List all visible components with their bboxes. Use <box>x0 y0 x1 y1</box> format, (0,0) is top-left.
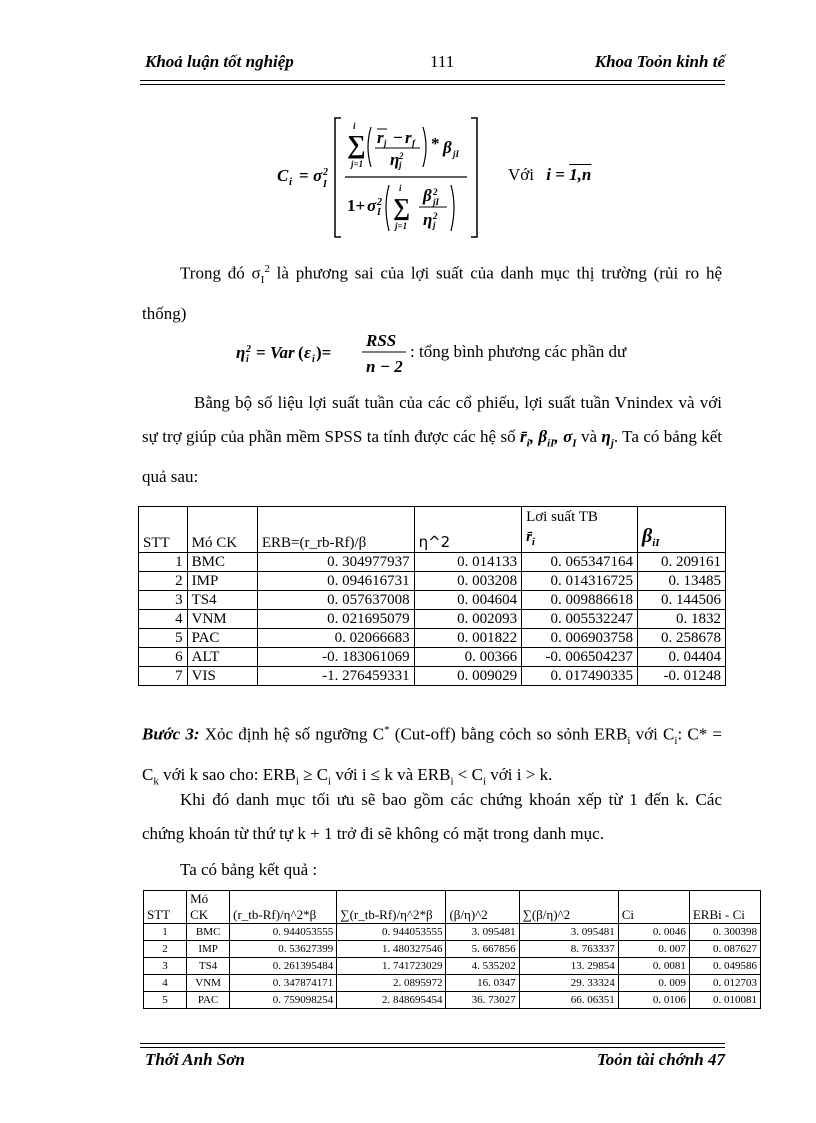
svg-text:2: 2 <box>433 187 438 197</box>
t1-header-return: Lơi suất TB $r̄_i$ <box>522 507 638 553</box>
svg-text:2: 2 <box>246 344 251 355</box>
svg-text:2: 2 <box>433 211 438 221</box>
svg-text:(: ( <box>298 343 304 362</box>
t2-header-stt: STT <box>144 891 187 924</box>
svg-text:=: = <box>256 343 266 362</box>
step-label: Bước 3: <box>142 724 200 744</box>
t2-header-code: Mó CK <box>187 891 230 924</box>
page-header <box>140 52 725 78</box>
ci-range: Với i = 1,n <box>508 165 592 184</box>
paragraph-results-intro: Ta có bảng kết quả : <box>180 860 318 879</box>
svg-text:2: 2 <box>323 167 328 178</box>
svg-text:j: j <box>399 160 402 170</box>
svg-text:σ: σ <box>313 166 323 185</box>
svg-text:2: 2 <box>377 197 382 208</box>
header-right-title: Khoa Toỏn kinh tế <box>594 52 725 71</box>
for-label: Với <box>508 165 534 184</box>
table-row: 2 IMP 0. 094616731 0. 003208 0. 014316725 0. 13485 <box>139 572 726 591</box>
table-row: 2 IMP 0. 53627399 1. 480327546 5. 667856 8. 763337 0. 007 0. 087627 <box>144 941 761 958</box>
svg-text:r: r <box>405 128 412 147</box>
table-row: 4 VNM 0. 347874171 2. 0895972 16. 0347 29. 33324 0. 009 0. 012703 <box>144 975 761 992</box>
header-rule-thin <box>140 84 725 85</box>
svg-text:β: β <box>423 186 432 205</box>
table-row: 6 ALT -0. 183061069 0. 00366 -0. 006504237 0. 04404 <box>139 648 726 667</box>
svg-text:i: i <box>399 183 402 193</box>
svg-text:i: i <box>246 354 249 365</box>
t1-header-eta: η^2 <box>414 507 521 553</box>
t1-header-beta: $\beta_{iI}$ <box>637 507 725 553</box>
t2-header-erb-ci: ERBi - Ci <box>689 891 760 924</box>
svg-text:j=1: j=1 <box>395 221 408 231</box>
svg-text:η: η <box>423 210 433 229</box>
table-row: 4 VNM 0. 021695079 0. 002093 0. 005532247 0. 1832 <box>139 610 726 629</box>
svg-text:j: j <box>433 220 436 230</box>
svg-text:n − 2: n − 2 <box>366 357 403 376</box>
svg-text:I: I <box>377 207 381 218</box>
header-rule <box>140 80 725 81</box>
svg-text:j: j <box>384 138 387 148</box>
t2-header-beta-eta: (β/η)^2 <box>446 891 519 924</box>
svg-text:jI: jI <box>453 149 460 159</box>
svg-text:RSS: RSS <box>366 331 397 350</box>
svg-text:)=: )= <box>316 343 332 362</box>
svg-text:∑: ∑ <box>393 195 411 221</box>
results-table-1 <box>138 506 726 686</box>
svg-text:β: β <box>443 138 452 157</box>
footer-rule-thin <box>140 1043 725 1044</box>
t1-header-erb: ERB=(r_rb-Rf)/β <box>257 507 414 553</box>
svg-text:ε: ε <box>304 343 311 362</box>
footer-rule <box>140 1047 725 1048</box>
svg-text:I: I <box>323 179 327 190</box>
table-row: 7 VIS -1. 276459331 0. 009029 0. 017490335 -0. 01248 <box>139 667 726 686</box>
paragraph-data: Bằng bộ số liệu lợi suất tuần của các cổ phiếu, lợi suất tuần Vnindex và với sự trợ giúp của phần mềm SPSS ta tính được các hệ số $r̄_i$, $\beta_{iI}$, $\sigma_I$ và $\eta_j$. Ta có bảng kết quả sau: <box>142 393 723 487</box>
table-row: 5 PAC 0. 759098254 2. 848695454 36. 73027 66. 06351 0. 0106 0. 010081 <box>144 992 761 1009</box>
svg-text:−: − <box>393 128 403 147</box>
t2-header-ci: Ci <box>618 891 689 924</box>
svg-text:=: = <box>299 166 309 185</box>
svg-text:η: η <box>236 343 246 362</box>
svg-text:i: i <box>353 121 356 131</box>
svg-text:r: r <box>377 128 384 147</box>
t1-header-stt: STT <box>139 507 188 553</box>
header-left-title: Khoả luận tốt nghiệp <box>145 52 294 71</box>
svg-text:j=1: j=1 <box>351 159 364 169</box>
t2-header-ratio: (r_tb-Rf)/η^2*β <box>230 891 337 924</box>
footer-class: Toỏn tài chớnh 47 <box>596 1050 725 1069</box>
t2-header-sum-beta-eta: ∑(β/η)^2 <box>519 891 618 924</box>
svg-text:f: f <box>412 138 415 148</box>
t1-header-code: Mó CK <box>187 507 257 553</box>
svg-text:∑: ∑ <box>347 130 366 159</box>
table-row: 1 BMC 0. 304977937 0. 014133 0. 065347164 0. 209161 <box>139 553 726 572</box>
paragraph-step3: Bước 3: Xỏc định hệ số ngưỡng C* (Cut-off) bằng cỏch so sỏnh $ERB_i$ với $C_i$: $C* = C_k$ với k sao cho: $ERB_i \ge C_i$ với i ≤ k và $ERB_i < C_i$ với i > k. <box>142 724 723 788</box>
svg-text:C: C <box>277 166 289 185</box>
page-number: 111 <box>430 52 455 71</box>
svg-text:jI: jI <box>433 197 440 207</box>
svg-text:*: * <box>431 134 440 153</box>
svg-text:η: η <box>390 150 400 169</box>
eta-description: : tổng bình phương các phần dư <box>410 342 627 361</box>
results-table-2 <box>143 890 761 1009</box>
table-row: 3 TS4 0. 057637008 0. 004604 0. 009886618 0. 144506 <box>139 591 726 610</box>
table-row: 5 PAC 0. 02066683 0. 001822 0. 006903758 0. 258678 <box>139 629 726 648</box>
svg-text:i: i <box>289 176 293 188</box>
svg-text:1+: 1+ <box>347 196 366 215</box>
table-row: 1 BMC 0. 944053555 0. 944053555 3. 095481 3. 095481 0. 0046 0. 300398 <box>144 924 761 941</box>
table-row: 3 TS4 0. 261395484 1. 741723029 4. 535202 13. 29854 0. 0081 0. 049586 <box>144 958 761 975</box>
footer-author: Thới Anh Sơn <box>145 1050 245 1069</box>
svg-text:σ: σ <box>367 196 377 215</box>
t2-header-sum-ratio: ∑(r_tb-Rf)/η^2*β <box>337 891 446 924</box>
svg-text:i: i <box>312 354 315 365</box>
svg-text:2: 2 <box>399 151 404 161</box>
paragraph-optimal-portfolio: Khi đó danh mục tối ưu sẽ bao gồm các chứng khoán xếp từ 1 đến k. Các chứng khoán từ thứ tự k + 1 trở đi sẽ không có mặt trong danh mục. <box>142 790 722 843</box>
paragraph-sigma: Trong đó $\sigma_I^2$ là phương sai của lợi suất của danh mục thị trường (rủi ro hệ thống) <box>142 263 722 324</box>
svg-text:Var: Var <box>270 343 295 362</box>
